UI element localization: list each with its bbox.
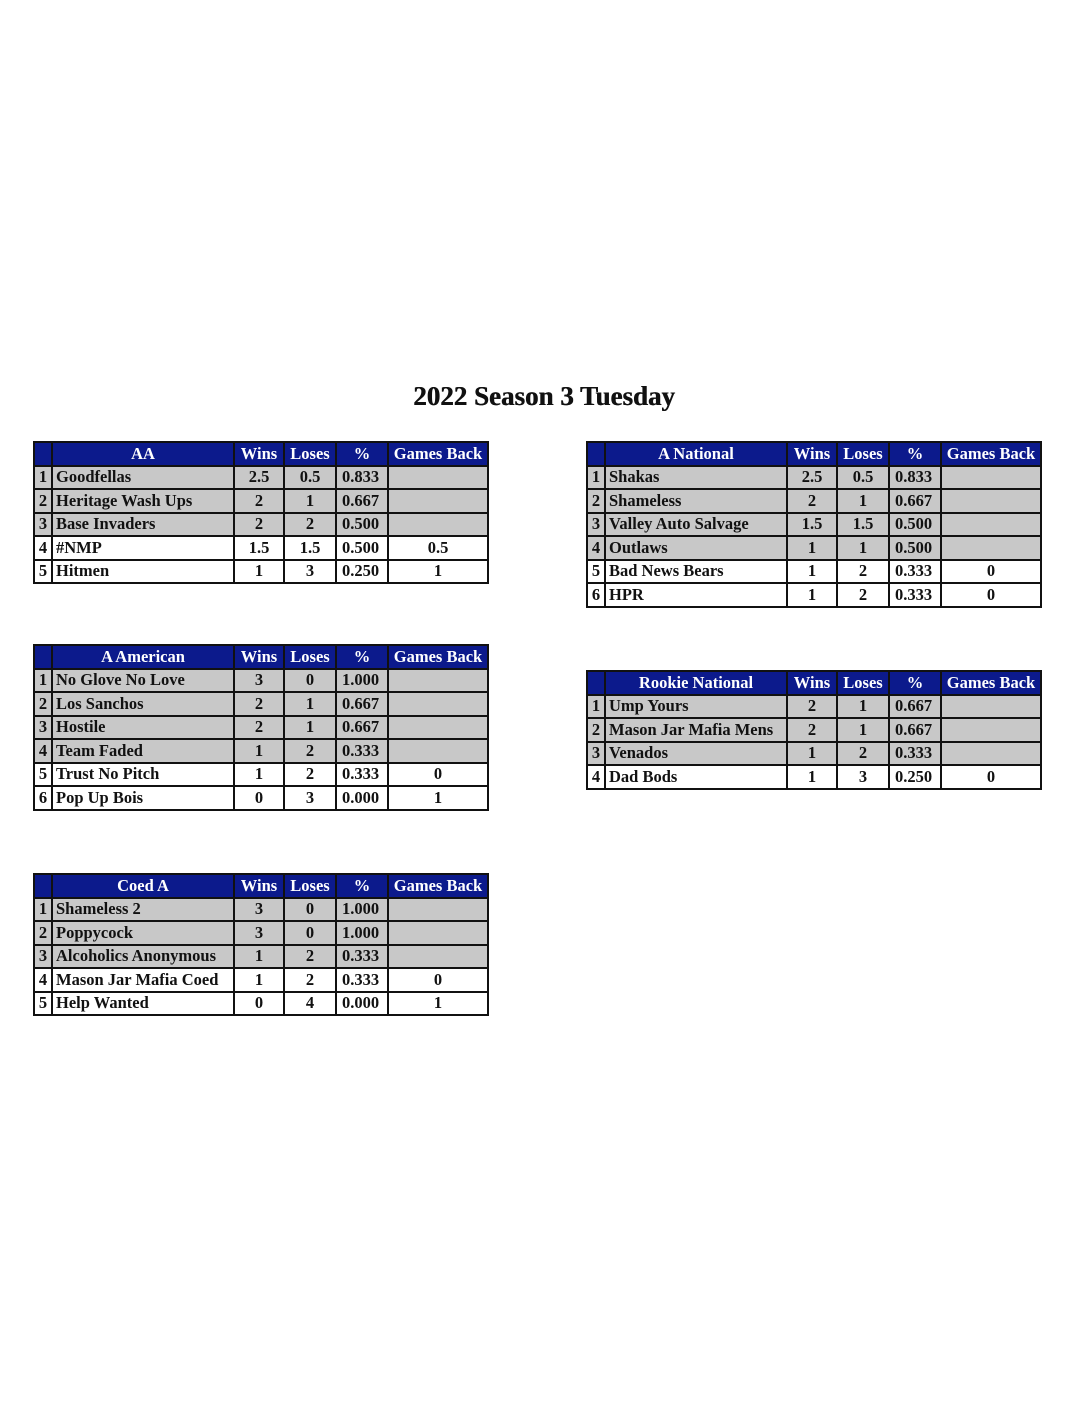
header-games-back: Games Back [388, 442, 488, 466]
pct-cell: 0.250 [889, 765, 941, 789]
pct-cell: 0.333 [336, 945, 388, 969]
header-rank [34, 645, 52, 669]
pct-cell: 0.333 [889, 583, 941, 607]
loses-cell: 1 [837, 718, 889, 742]
header-wins: Wins [234, 874, 284, 898]
table-row [34, 921, 488, 945]
pct-cell: 0.833 [336, 466, 388, 490]
team-name-cell: Hitmen [52, 560, 234, 584]
header-loses: Loses [284, 645, 336, 669]
standings-table-coed-a [33, 873, 489, 1016]
table-row [587, 583, 1041, 607]
rank-cell: 6 [587, 583, 605, 607]
games-back-cell [388, 669, 488, 693]
team-name-cell: Hostile [52, 716, 234, 740]
table-row [34, 536, 488, 560]
loses-cell: 2 [284, 968, 336, 992]
pct-cell: 1.000 [336, 921, 388, 945]
pct-cell: 0.667 [336, 716, 388, 740]
header-wins: Wins [787, 671, 837, 695]
header-division: A National [605, 442, 787, 466]
pct-cell: 0.250 [336, 560, 388, 584]
wins-cell: 2 [234, 513, 284, 537]
team-name-cell: Heritage Wash Ups [52, 489, 234, 513]
pct-cell: 0.667 [889, 489, 941, 513]
team-name-cell: Ump Yours [605, 695, 787, 719]
table-row [34, 739, 488, 763]
table-row [34, 669, 488, 693]
pct-cell: 1.000 [336, 898, 388, 922]
table-header-row [34, 874, 488, 898]
team-name-cell: Goodfellas [52, 466, 234, 490]
rank-cell: 3 [34, 716, 52, 740]
games-back-cell [941, 489, 1041, 513]
team-name-cell: Trust No Pitch [52, 763, 234, 787]
table-row [34, 716, 488, 740]
header-rank [34, 874, 52, 898]
wins-cell: 3 [234, 921, 284, 945]
header-rank [587, 442, 605, 466]
pct-cell: 0.500 [889, 513, 941, 537]
rank-cell: 5 [34, 992, 52, 1016]
wins-cell: 2 [234, 489, 284, 513]
rank-cell: 4 [34, 739, 52, 763]
games-back-cell: 0 [941, 765, 1041, 789]
table-header-row [34, 442, 488, 466]
wins-cell: 1 [234, 945, 284, 969]
rank-cell: 4 [587, 536, 605, 560]
loses-cell: 4 [284, 992, 336, 1016]
wins-cell: 1.5 [787, 513, 837, 537]
header-games-back: Games Back [941, 442, 1041, 466]
loses-cell: 1 [284, 489, 336, 513]
header-pct: % [336, 645, 388, 669]
loses-cell: 2 [837, 742, 889, 766]
rank-cell: 2 [34, 692, 52, 716]
games-back-cell [388, 466, 488, 490]
table-row [34, 692, 488, 716]
table-header-row [587, 442, 1041, 466]
games-back-cell [388, 489, 488, 513]
table-row [587, 718, 1041, 742]
table-row [587, 466, 1041, 490]
loses-cell: 1 [837, 489, 889, 513]
pct-cell: 0.833 [889, 466, 941, 490]
wins-cell: 1 [787, 765, 837, 789]
standings-table-a-american [33, 644, 489, 811]
games-back-cell: 0 [941, 583, 1041, 607]
games-back-cell: 1 [388, 560, 488, 584]
table-row [587, 560, 1041, 584]
rank-cell: 1 [587, 695, 605, 719]
loses-cell: 2 [837, 560, 889, 584]
rank-cell: 2 [587, 718, 605, 742]
rank-cell: 1 [587, 466, 605, 490]
pct-cell: 0.500 [336, 536, 388, 560]
games-back-cell [388, 945, 488, 969]
table-row [34, 513, 488, 537]
rank-cell: 3 [587, 513, 605, 537]
loses-cell: 1 [837, 695, 889, 719]
loses-cell: 2 [837, 583, 889, 607]
table-header-row [587, 671, 1041, 695]
loses-cell: 0 [284, 898, 336, 922]
pct-cell: 0.333 [336, 968, 388, 992]
wins-cell: 0 [234, 992, 284, 1016]
table-row [34, 992, 488, 1016]
team-name-cell: Mason Jar Mafia Mens [605, 718, 787, 742]
team-name-cell: Team Faded [52, 739, 234, 763]
team-name-cell: Valley Auto Salvage [605, 513, 787, 537]
table-row [34, 466, 488, 490]
games-back-cell: 1 [388, 786, 488, 810]
games-back-cell [388, 692, 488, 716]
loses-cell: 3 [284, 786, 336, 810]
rank-cell: 3 [34, 513, 52, 537]
header-games-back: Games Back [388, 874, 488, 898]
rank-cell: 2 [34, 921, 52, 945]
table-row [587, 742, 1041, 766]
games-back-cell [388, 921, 488, 945]
page-title: 2022 Season 3 Tuesday [413, 381, 675, 411]
loses-cell: 1 [284, 716, 336, 740]
team-name-cell: #NMP [52, 536, 234, 560]
standings-table-a-national [586, 441, 1042, 608]
games-back-cell: 0 [941, 560, 1041, 584]
table-row [34, 489, 488, 513]
loses-cell: 0 [284, 921, 336, 945]
table-row [587, 513, 1041, 537]
loses-cell: 2 [284, 739, 336, 763]
header-division: Coed A [52, 874, 234, 898]
table-row [587, 765, 1041, 789]
wins-cell: 3 [234, 669, 284, 693]
table-row [34, 945, 488, 969]
loses-cell: 1 [284, 692, 336, 716]
team-name-cell: Poppycock [52, 921, 234, 945]
rank-cell: 2 [34, 489, 52, 513]
rank-cell: 1 [34, 669, 52, 693]
header-rank [587, 671, 605, 695]
header-loses: Loses [837, 671, 889, 695]
team-name-cell: Outlaws [605, 536, 787, 560]
games-back-cell [388, 513, 488, 537]
rank-cell: 3 [34, 945, 52, 969]
games-back-cell [941, 536, 1041, 560]
header-games-back: Games Back [941, 671, 1041, 695]
rank-cell: 2 [587, 489, 605, 513]
wins-cell: 2 [787, 489, 837, 513]
header-pct: % [336, 442, 388, 466]
team-name-cell: Dad Bods [605, 765, 787, 789]
pct-cell: 0.333 [889, 560, 941, 584]
header-rank [34, 442, 52, 466]
wins-cell: 1 [787, 583, 837, 607]
table-row [587, 489, 1041, 513]
standings-table-rookie-national [586, 670, 1042, 790]
header-loses: Loses [284, 442, 336, 466]
header-wins: Wins [234, 442, 284, 466]
team-name-cell: Mason Jar Mafia Coed [52, 968, 234, 992]
loses-cell: 2 [284, 513, 336, 537]
games-back-cell [941, 466, 1041, 490]
games-back-cell [388, 898, 488, 922]
header-loses: Loses [284, 874, 336, 898]
wins-cell: 2 [787, 695, 837, 719]
pct-cell: 0.667 [889, 695, 941, 719]
header-division: Rookie National [605, 671, 787, 695]
loses-cell: 1 [837, 536, 889, 560]
team-name-cell: HPR [605, 583, 787, 607]
pct-cell: 0.000 [336, 786, 388, 810]
rank-cell: 4 [587, 765, 605, 789]
team-name-cell: Shakas [605, 466, 787, 490]
rank-cell: 4 [34, 968, 52, 992]
table-row [34, 763, 488, 787]
loses-cell: 2 [284, 763, 336, 787]
games-back-cell: 0 [388, 968, 488, 992]
standings-table-aa [33, 441, 489, 584]
wins-cell: 2.5 [234, 466, 284, 490]
wins-cell: 1 [787, 560, 837, 584]
games-back-cell: 0 [388, 763, 488, 787]
wins-cell: 2.5 [787, 466, 837, 490]
team-name-cell: Base Invaders [52, 513, 234, 537]
team-name-cell: Bad News Bears [605, 560, 787, 584]
wins-cell: 2 [234, 692, 284, 716]
games-back-cell [941, 742, 1041, 766]
wins-cell: 1 [234, 763, 284, 787]
team-name-cell: Los Sanchos [52, 692, 234, 716]
rank-cell: 5 [34, 560, 52, 584]
loses-cell: 1.5 [837, 513, 889, 537]
pct-cell: 0.333 [336, 763, 388, 787]
team-name-cell: Pop Up Bois [52, 786, 234, 810]
rank-cell: 1 [34, 898, 52, 922]
loses-cell: 0.5 [837, 466, 889, 490]
pct-cell: 0.333 [889, 742, 941, 766]
pct-cell: 0.667 [336, 692, 388, 716]
rank-cell: 1 [34, 466, 52, 490]
loses-cell: 1.5 [284, 536, 336, 560]
rank-cell: 5 [587, 560, 605, 584]
wins-cell: 1 [787, 536, 837, 560]
pct-cell: 0.333 [336, 739, 388, 763]
team-name-cell: No Glove No Love [52, 669, 234, 693]
pct-cell: 1.000 [336, 669, 388, 693]
games-back-cell [388, 716, 488, 740]
header-pct: % [889, 671, 941, 695]
games-back-cell [941, 513, 1041, 537]
table-header-row [34, 645, 488, 669]
pct-cell: 0.000 [336, 992, 388, 1016]
table-row [34, 786, 488, 810]
wins-cell: 1 [234, 739, 284, 763]
pct-cell: 0.500 [336, 513, 388, 537]
header-loses: Loses [837, 442, 889, 466]
games-back-cell: 0.5 [388, 536, 488, 560]
games-back-cell [941, 718, 1041, 742]
header-pct: % [889, 442, 941, 466]
games-back-cell [941, 695, 1041, 719]
rank-cell: 5 [34, 763, 52, 787]
header-wins: Wins [234, 645, 284, 669]
rank-cell: 3 [587, 742, 605, 766]
table-row [34, 898, 488, 922]
pct-cell: 0.500 [889, 536, 941, 560]
header-pct: % [336, 874, 388, 898]
pct-cell: 0.667 [889, 718, 941, 742]
pct-cell: 0.667 [336, 489, 388, 513]
wins-cell: 1 [234, 560, 284, 584]
wins-cell: 1 [787, 742, 837, 766]
games-back-cell: 1 [388, 992, 488, 1016]
header-division: A American [52, 645, 234, 669]
wins-cell: 2 [787, 718, 837, 742]
team-name-cell: Help Wanted [52, 992, 234, 1016]
team-name-cell: Venados [605, 742, 787, 766]
rank-cell: 4 [34, 536, 52, 560]
table-row [34, 560, 488, 584]
wins-cell: 3 [234, 898, 284, 922]
wins-cell: 2 [234, 716, 284, 740]
table-row [34, 968, 488, 992]
header-division: AA [52, 442, 234, 466]
loses-cell: 0.5 [284, 466, 336, 490]
wins-cell: 1 [234, 968, 284, 992]
loses-cell: 3 [284, 560, 336, 584]
loses-cell: 0 [284, 669, 336, 693]
wins-cell: 1.5 [234, 536, 284, 560]
team-name-cell: Shameless 2 [52, 898, 234, 922]
table-row [587, 536, 1041, 560]
loses-cell: 3 [837, 765, 889, 789]
wins-cell: 0 [234, 786, 284, 810]
team-name-cell: Shameless [605, 489, 787, 513]
table-row [587, 695, 1041, 719]
header-games-back: Games Back [388, 645, 488, 669]
loses-cell: 2 [284, 945, 336, 969]
team-name-cell: Alcoholics Anonymous [52, 945, 234, 969]
rank-cell: 6 [34, 786, 52, 810]
header-wins: Wins [787, 442, 837, 466]
games-back-cell [388, 739, 488, 763]
